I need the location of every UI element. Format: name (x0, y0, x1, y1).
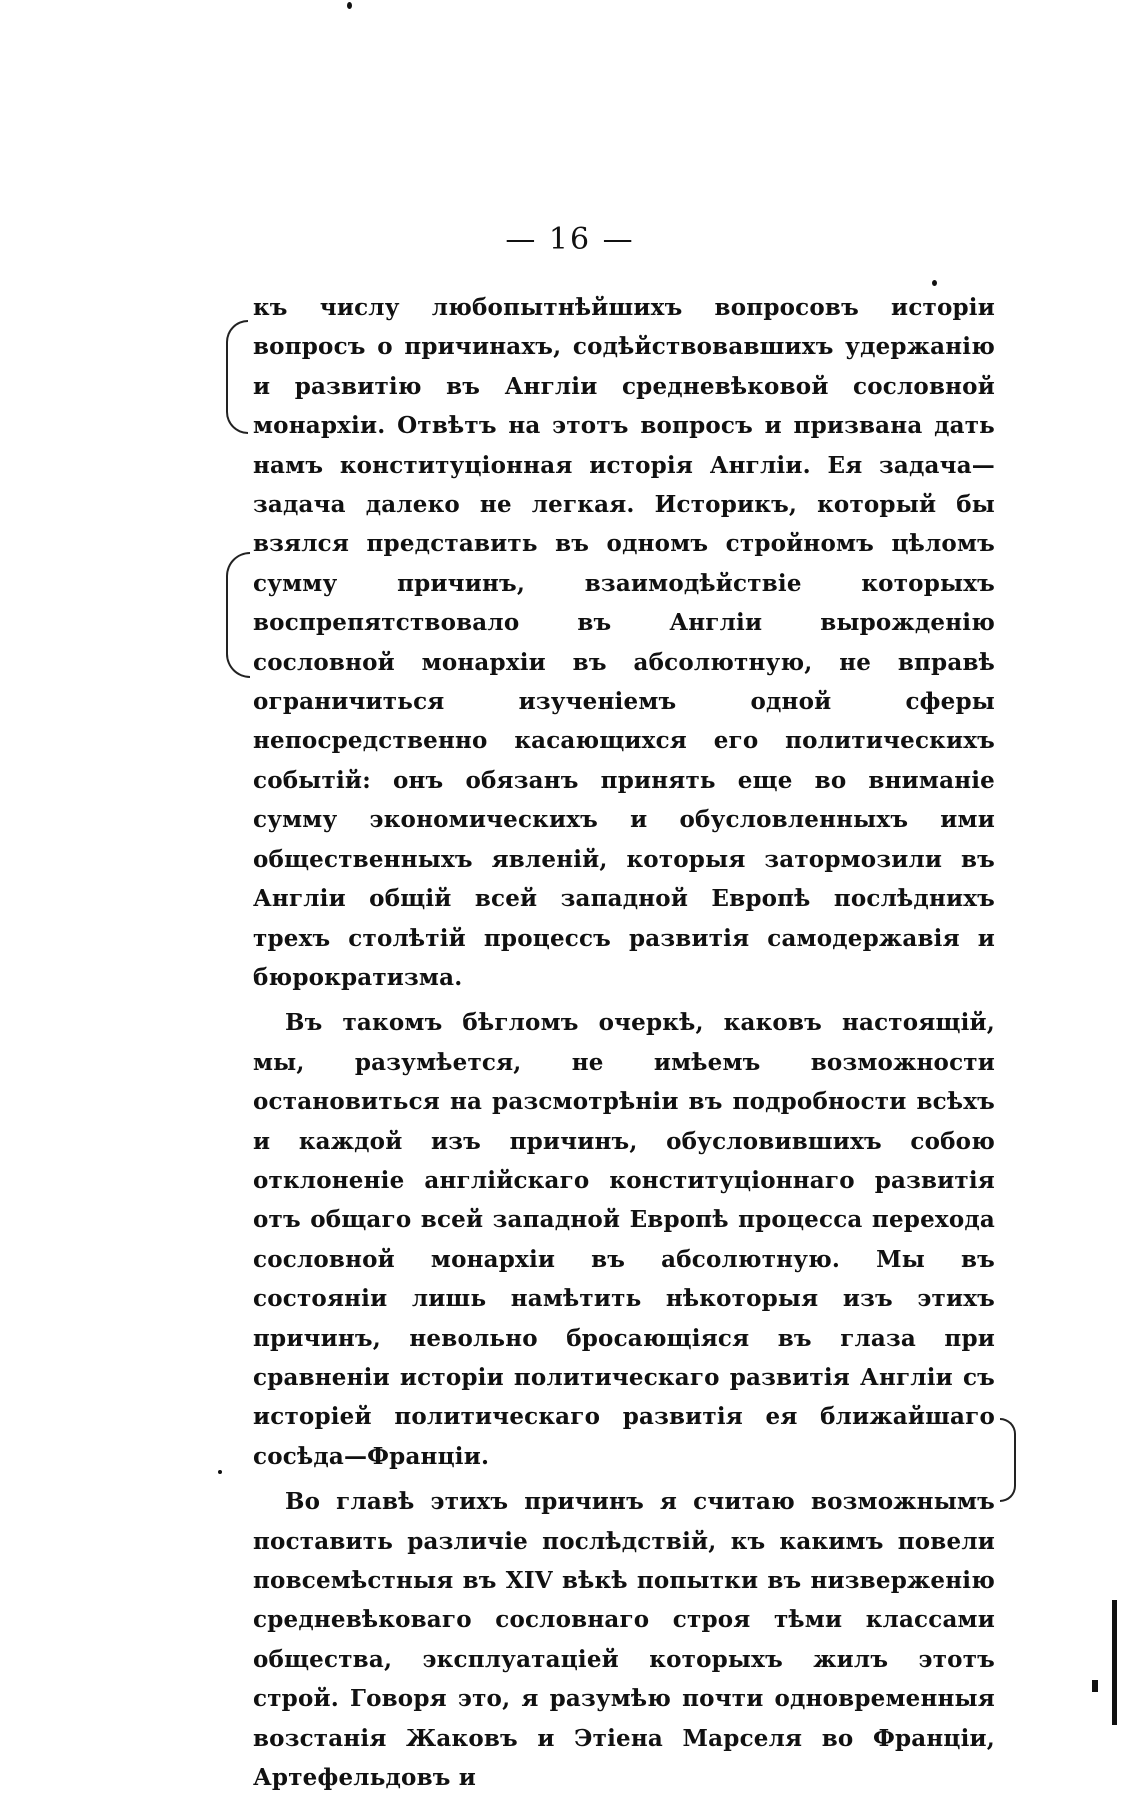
scan-speck (347, 2, 352, 9)
margin-bracket-middle (226, 552, 250, 678)
body-text (253, 288, 995, 1797)
scan-edge-mark (1112, 1600, 1117, 1725)
scan-edge-mark (1092, 1680, 1098, 1692)
scan-speck (218, 1470, 222, 1474)
page-number: — 16 — (505, 222, 635, 257)
margin-bracket-bottom-right (1000, 1418, 1016, 1502)
scan-speck (932, 280, 937, 286)
paragraph-1: къ числу любопытнѣйшихъ вопросовъ исторіи вопросъ о причинахъ, содѣйствовавшихъ удержанію и развитію въ Англіи средневѣковой сословной монархіи. Отвѣтъ на этотъ вопросъ и призвана дать намъ конституціонная исторія Англіи. Ея задача—задача далеко не легкая. Историкъ, который бы взялся представить въ одномъ стройномъ цѣломъ сумму причинъ, взаимодѣйствіе которыхъ воспрепятствовало въ Англіи вырожденію сословной монархіи въ абсолютную, не вправѣ ограничиться изученіемъ одной сферы непосредственно касающихся его политическихъ событій: онъ обязанъ принять еще во вниманіе сумму экономическихъ и обусловленныхъ ими общественныхъ явленій, которыя затормозили въ Англіи общій всей западной Европѣ послѣднихъ трехъ столѣтій процессъ развитія самодержавія и бюрократизма. (253, 294, 995, 991)
margin-bracket-top (226, 320, 248, 434)
paragraph-3: Во главѣ этихъ причинъ я считаю возможнымъ поставить различіе послѣдствій, къ какимъ повели повсемѣстныя въ XIV вѣкѣ попытки въ низверженію средневѣковаго сословнаго строя тѣми классами общества, эксплуатаціей которыхъ жилъ этотъ строй. Говоря это, я разумѣю почти одновременныя возстанія Жаковъ и Этіена Марселя во Франціи, Артефельдовъ и (253, 1488, 995, 1792)
paragraph-2: Въ такомъ бѣгломъ очеркѣ, каковъ настоящій, мы, разумѣется, не имѣемъ возможности остановиться на разсмотрѣніи въ подробности всѣхъ и каждой изъ причинъ, обусловившихъ собою отклоненіе англійскаго конституціоннаго развитія отъ общаго всей западной Европѣ процесса перехода сословной монархіи въ абсолютную. Мы въ состояніи лишь намѣтить нѣкоторыя изъ этихъ причинъ, невольно бросающіяся въ глаза при сравненіи исторіи политическаго развитія Англіи съ исторіей политическаго развитія ея ближайшаго сосѣда—Франціи. (253, 1009, 995, 1470)
